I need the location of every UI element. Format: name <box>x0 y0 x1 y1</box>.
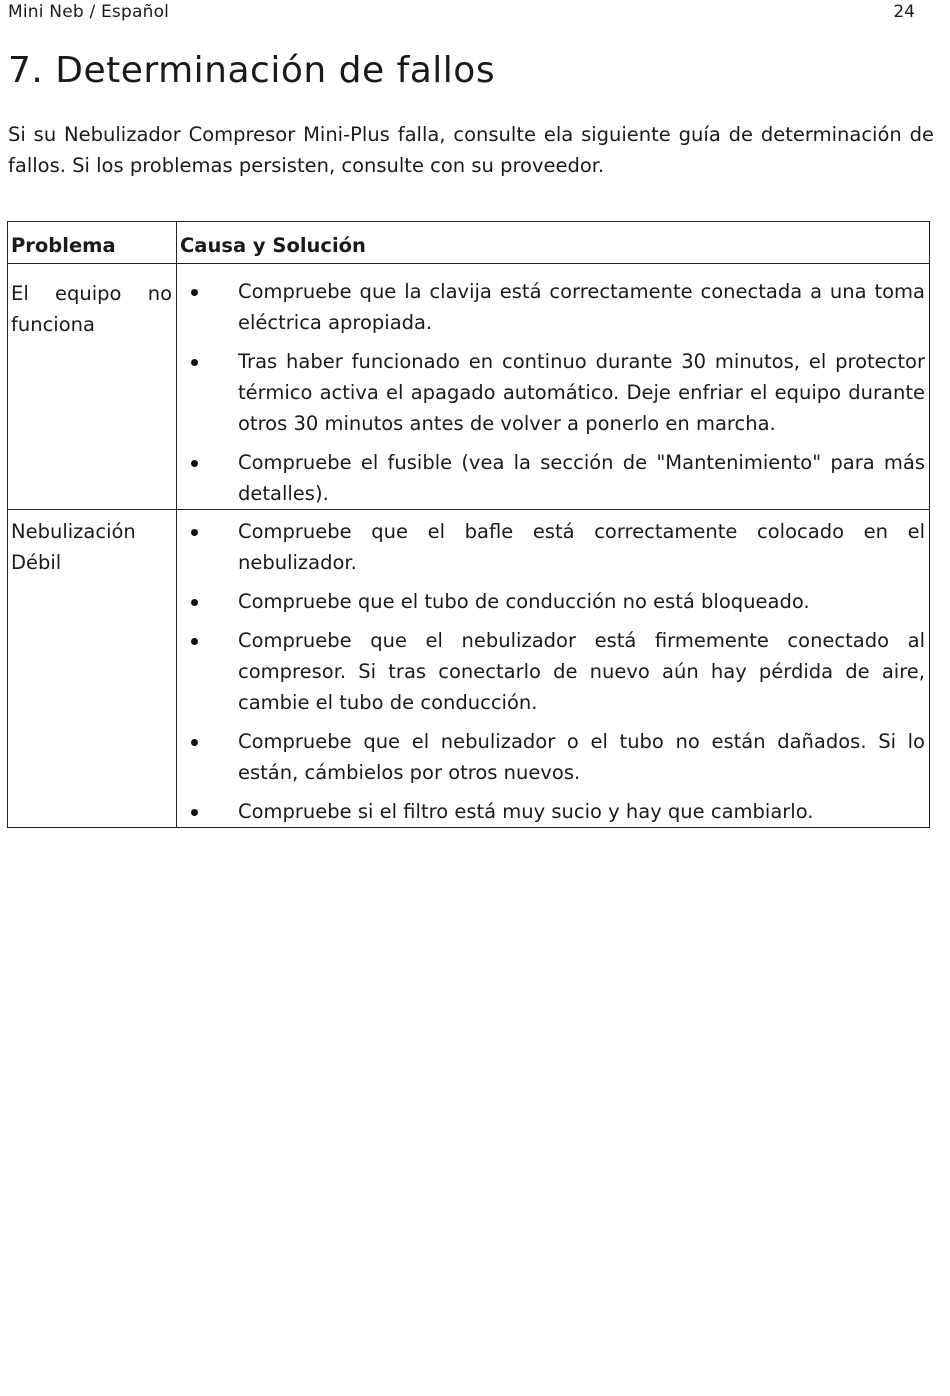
solution-text: Compruebe que la clavija está correctamente conectada a una toma eléctrica apropiada. <box>238 280 925 334</box>
solution-text: Compruebe que el nebulizador o el tubo no están dañados. Si lo están, cámbielos por otros nuevos. <box>238 730 925 784</box>
bullet-icon <box>191 599 198 606</box>
solution-list <box>177 510 925 827</box>
solution-cell <box>177 510 930 828</box>
solution-text: Compruebe que el nebulizador está firmemente conectado al compresor. Si tras conectarlo de nuevo aún hay pérdida de aire, cambie el tubo de conducción. <box>238 629 925 714</box>
bullet-icon <box>191 529 198 536</box>
solution-text: Compruebe que el bafle está correctamente colocado en el nebulizador. <box>238 520 925 574</box>
solution-text: Compruebe si el filtro está muy sucio y hay que cambiarlo. <box>238 800 814 823</box>
solution-list <box>177 264 925 509</box>
solution-item <box>177 276 925 338</box>
table-row <box>8 264 930 510</box>
troubleshooting-table <box>7 221 930 828</box>
table-row <box>8 510 930 828</box>
solution-item <box>177 346 925 439</box>
table-header-row <box>8 222 930 264</box>
running-header: Mini Neb / Español <box>8 2 170 22</box>
problem-cell: El equipo no funciona <box>8 264 177 510</box>
bullet-icon <box>191 359 198 366</box>
problem-cell: Nebulización Débil <box>8 510 177 828</box>
solution-text: Compruebe el fusible (vea la sección de "Mantenimiento" para más detalles). <box>238 451 925 505</box>
page-number: 24 <box>893 2 915 22</box>
bullet-icon <box>191 809 198 816</box>
bullet-icon <box>191 460 198 467</box>
solution-item <box>177 516 925 578</box>
solution-item <box>177 796 925 827</box>
solution-item <box>177 586 925 617</box>
intro-paragraph: Si su Nebulizador Compresor Mini-Plus falla, consulte ela siguiente guía de determinación de fallos. Si los problemas persisten, consulte con su proveedor. <box>8 123 934 177</box>
header-solution: Causa y Solución <box>177 222 930 264</box>
solution-item <box>177 726 925 788</box>
solution-cell <box>177 264 930 510</box>
section-title: 7. Determinación de fallos <box>8 50 496 91</box>
bullet-icon <box>191 638 198 645</box>
bullet-icon <box>191 289 198 296</box>
solution-item <box>177 447 925 509</box>
bullet-icon <box>191 739 198 746</box>
solution-item <box>177 625 925 718</box>
solution-text: Tras haber funcionado en continuo durante 30 minutos, el protector térmico activa el apagado automático. Deje enfriar el equipo durante otros 30 minutos antes de volver a ponerlo en marcha. <box>238 350 925 435</box>
solution-text: Compruebe que el tubo de conducción no está bloqueado. <box>238 590 810 613</box>
header-problem: Problema <box>8 222 177 264</box>
